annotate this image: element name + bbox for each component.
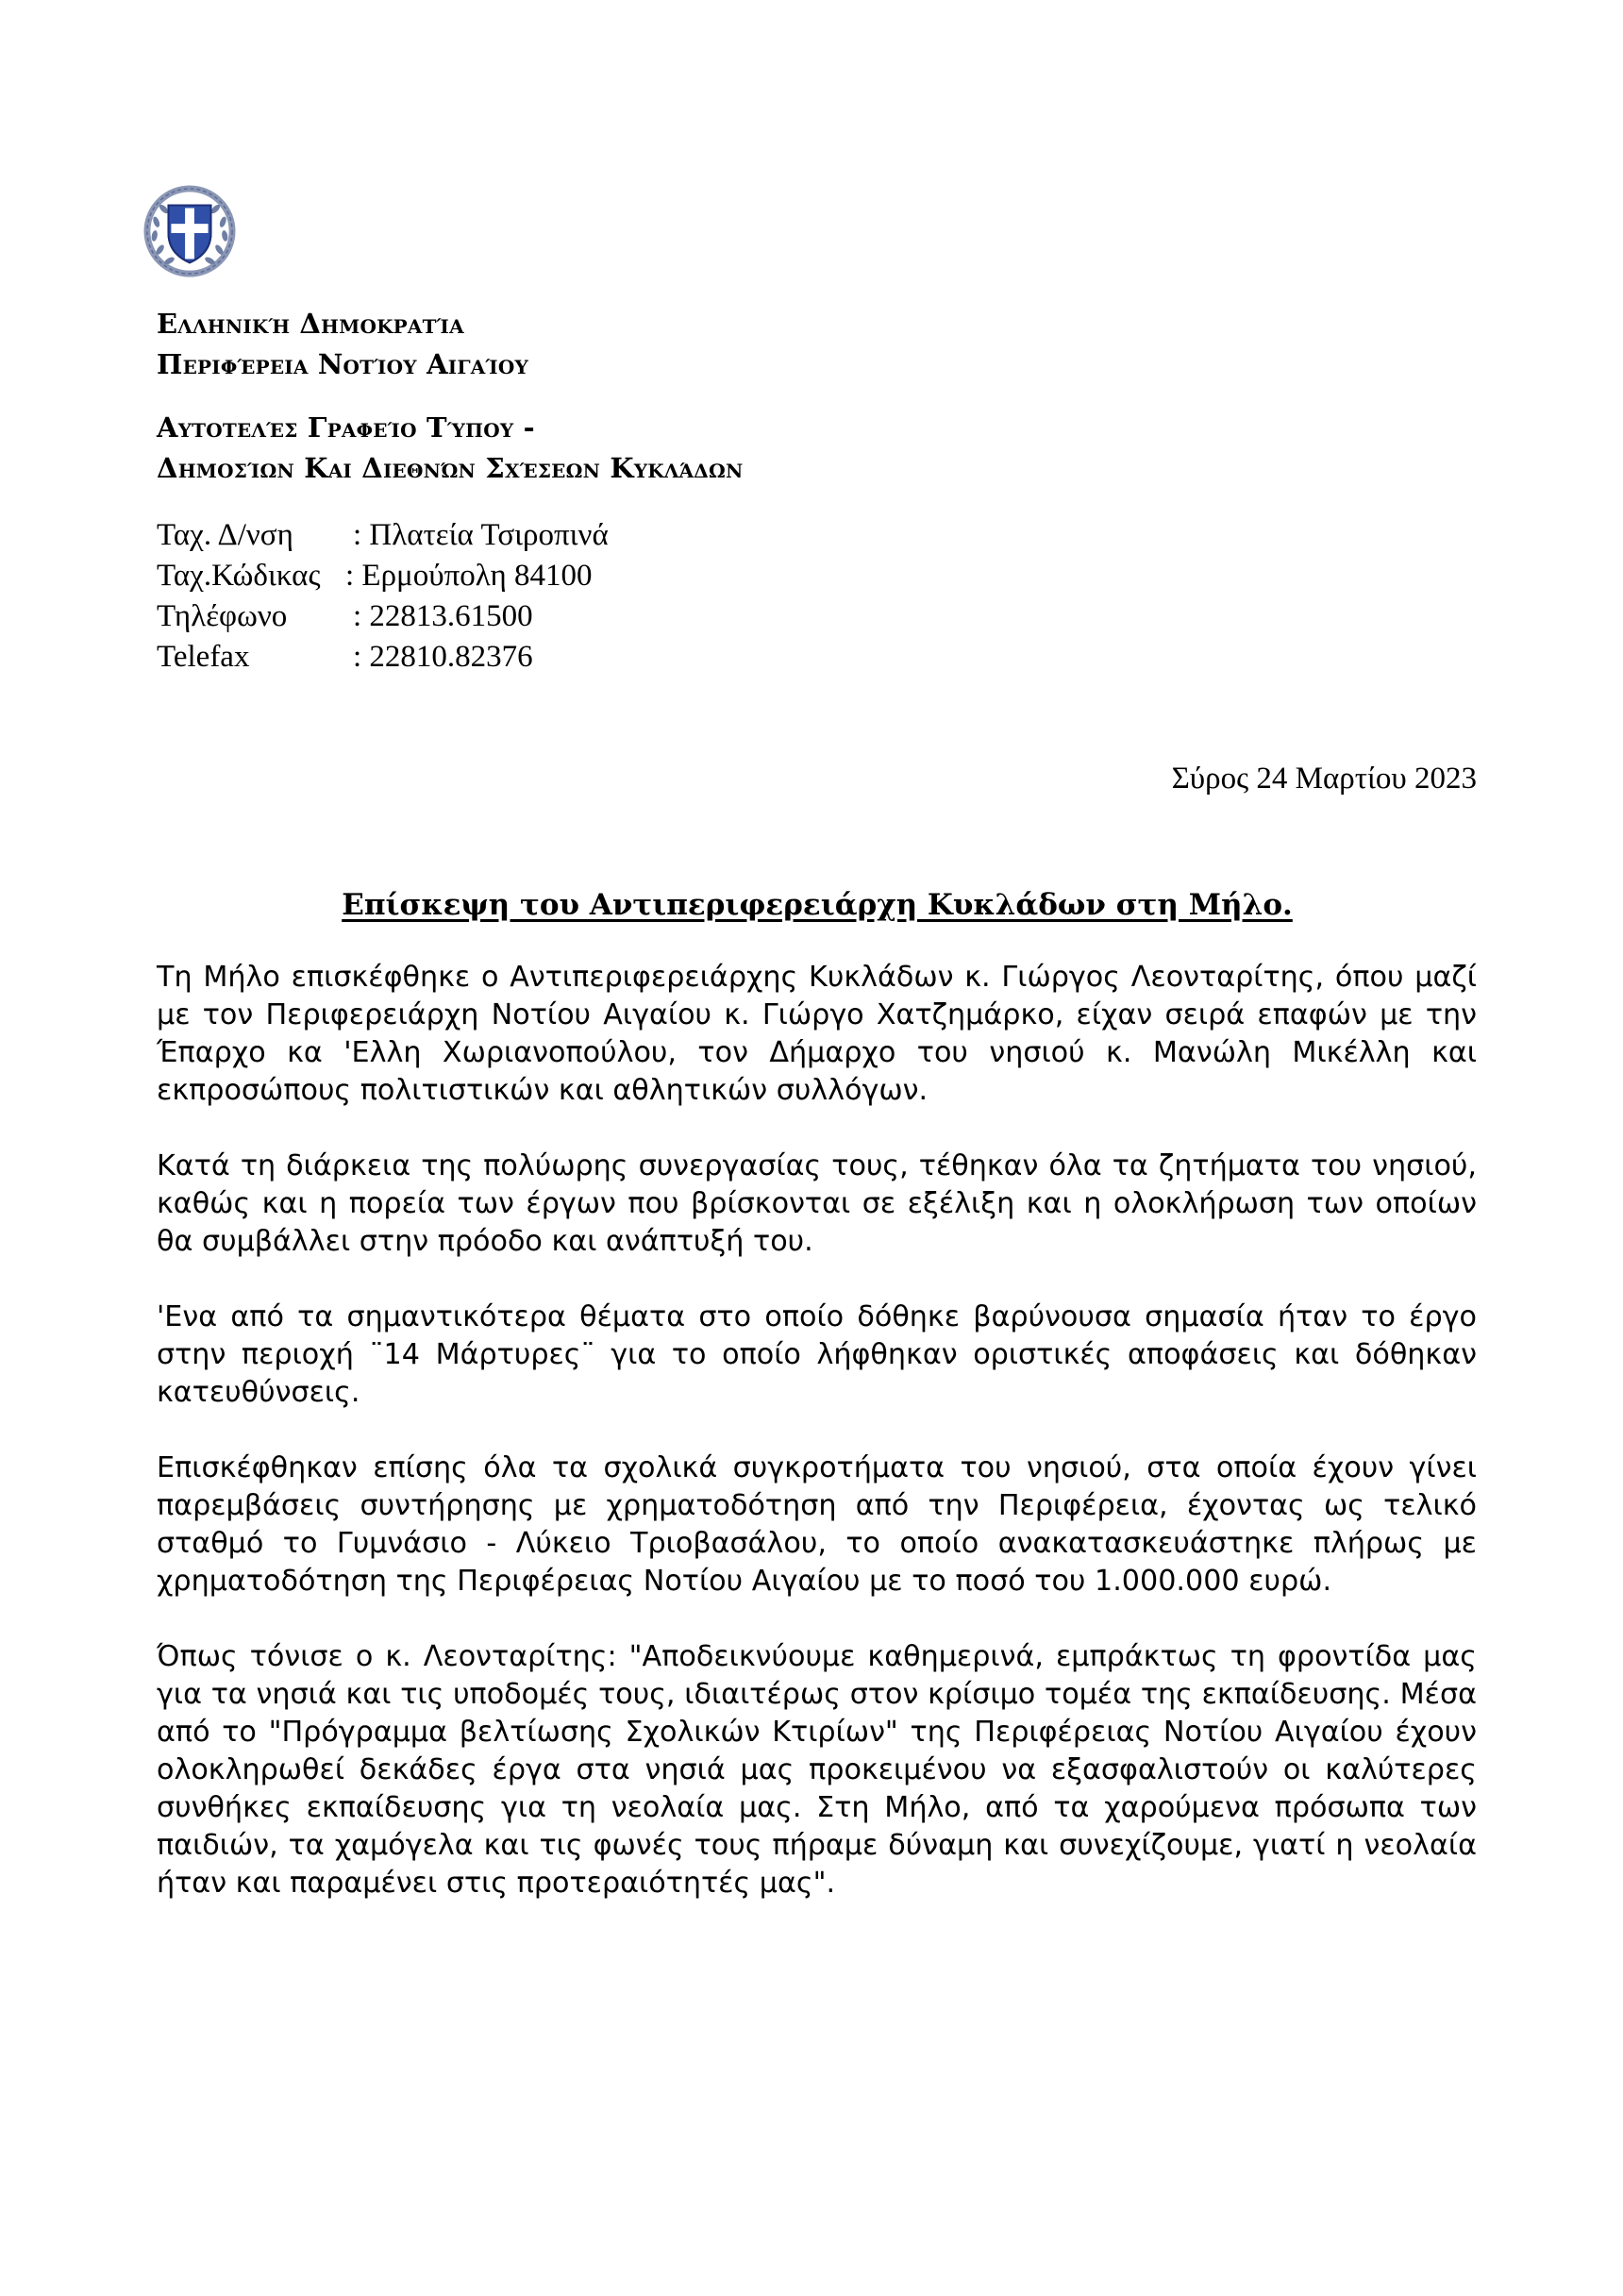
- body-paragraph: Τη Μήλο επισκέφθηκε ο Αντιπεριφερειάρχης Κυκλάδων κ. Γιώργος Λεονταρίτης, όπου μαζί με τον Περιφερειάρχη Νοτίου Αιγαίου κ. Γιώργο Χατζημάρκο, είχαν σειρά επαφών με την Έπαρχο κα 'Ελλη Χωριανοπούλου, τον Δήμαρχο του νησιού κ. Μανώλη Μικέλλη και εκπροσώπους πολιτιστικών και αθλητικών συλλόγων.: [157, 961, 1477, 1107]
- contact-value: : Πλατεία Τσιροπινά: [353, 518, 609, 552]
- body-paragraph: Κατά τη διάρκεια της πολύωρης συνεργασίας τους, τέθηκαν όλα τα ζητήματα του νησιού, καθώς και η πορεία των έργων που βρίσκονται σε εξέλιξη και η ολοκλήρωση των οποίων θα συμβάλλει στην πρόοδο και ανάπτυξή του.: [157, 1149, 1477, 1258]
- organization-header: [157, 304, 528, 385]
- contact-value: : 22810.82376: [353, 640, 533, 674]
- greek-coat-of-arms-icon: [143, 185, 236, 277]
- press-release-body: [157, 959, 1477, 1940]
- contact-row-telefax: [157, 637, 609, 678]
- body-paragraph: Όπως τόνισε ο κ. Λεονταρίτης: "Αποδεικνύουμε καθημερινά, εμπράκτως τη φροντίδα μας για τα νησιά και τις υποδομές τους, ιδιαιτέρως στον κρίσιμο τομέα της εκπαίδευσης. Μέσα από το "Πρόγραμμα βελτίωσης Σχολικών Κτιρίων" της Περιφέρειας Νοτίου Αιγαίου έχουν ολοκληρωθεί δεκάδες έργα στα νησιά μας προκειμένου να εξασφαλιστούν οι καλύτερες συνθήκες εκπαίδευσης για τη νεολαία μας. Στη Μήλο, από τα χαρούμενα πρόσωπα των παιδιών, τα χαμόγελα και τις φωνές τους πήραμε δύναμη και συνεχίζουμε, γιατί η νεολαία ήταν και παραμένει στις προτεραιότητές μας".: [157, 1640, 1477, 1900]
- org-name-line-1: Ελληνική Δημοκρατία: [157, 308, 464, 340]
- contact-label: Telefax: [157, 640, 250, 674]
- body-paragraph: Επισκέφθηκαν επίσης όλα τα σχολικά συγκροτήματα του νησιού, στα οποία έχουν γίνει παρεμβάσεις συντήρησης με χρηματοδότηση από την Περιφέρεια, έχοντας ως τελικό σταθμό το Γυμνάσιο - Λύκειο Τριοβασάλου, το οποίο ανακατασκευάστηκε πλήρως με χρηματοδότηση της Περιφέρειας Νοτίου Αιγαίου με το ποσό του 1.000.000 ευρώ.: [157, 1451, 1477, 1598]
- office-name-line-2: Δημοσίων Και Διεθνών Σχέσεων Κυκλάδων: [157, 452, 744, 484]
- org-name-line-2: Περιφέρεια Νοτίου Αιγαίου: [157, 348, 528, 380]
- contact-row-phone: [157, 596, 609, 637]
- contact-details: [157, 515, 609, 678]
- contact-row-postal-code: [157, 556, 609, 596]
- contact-row-address: [157, 515, 609, 556]
- contact-label: Τηλέφωνο: [157, 599, 288, 633]
- office-name-line-1: Αυτοτελές Γραφείο Τύπου -: [157, 411, 535, 444]
- press-release-title: Επίσκεψη του Αντιπεριφερειάρχη Κυκλάδων στη Μήλο.: [342, 888, 1293, 922]
- contact-label: Ταχ.Κώδικας: [157, 559, 321, 593]
- contact-label: Ταχ. Δ/νση: [157, 518, 293, 552]
- contact-value: : Ερμούπολη 84100: [345, 559, 593, 593]
- office-header: [157, 408, 744, 489]
- body-paragraph: 'Ενα από τα σημαντικότερα θέματα στο οποίο δόθηκε βαρύνουσα σημασία ήταν το έργο στην περιοχή ¨14 Μάρτυρες¨ για το οποίο λήφθηκαν οριστικές αποφάσεις και δόθηκαν κατευθύνσεις.: [157, 1300, 1477, 1409]
- document-date: Σύρος 24 Μαρτίου 2023: [1171, 762, 1477, 796]
- contact-value: : 22813.61500: [353, 599, 533, 633]
